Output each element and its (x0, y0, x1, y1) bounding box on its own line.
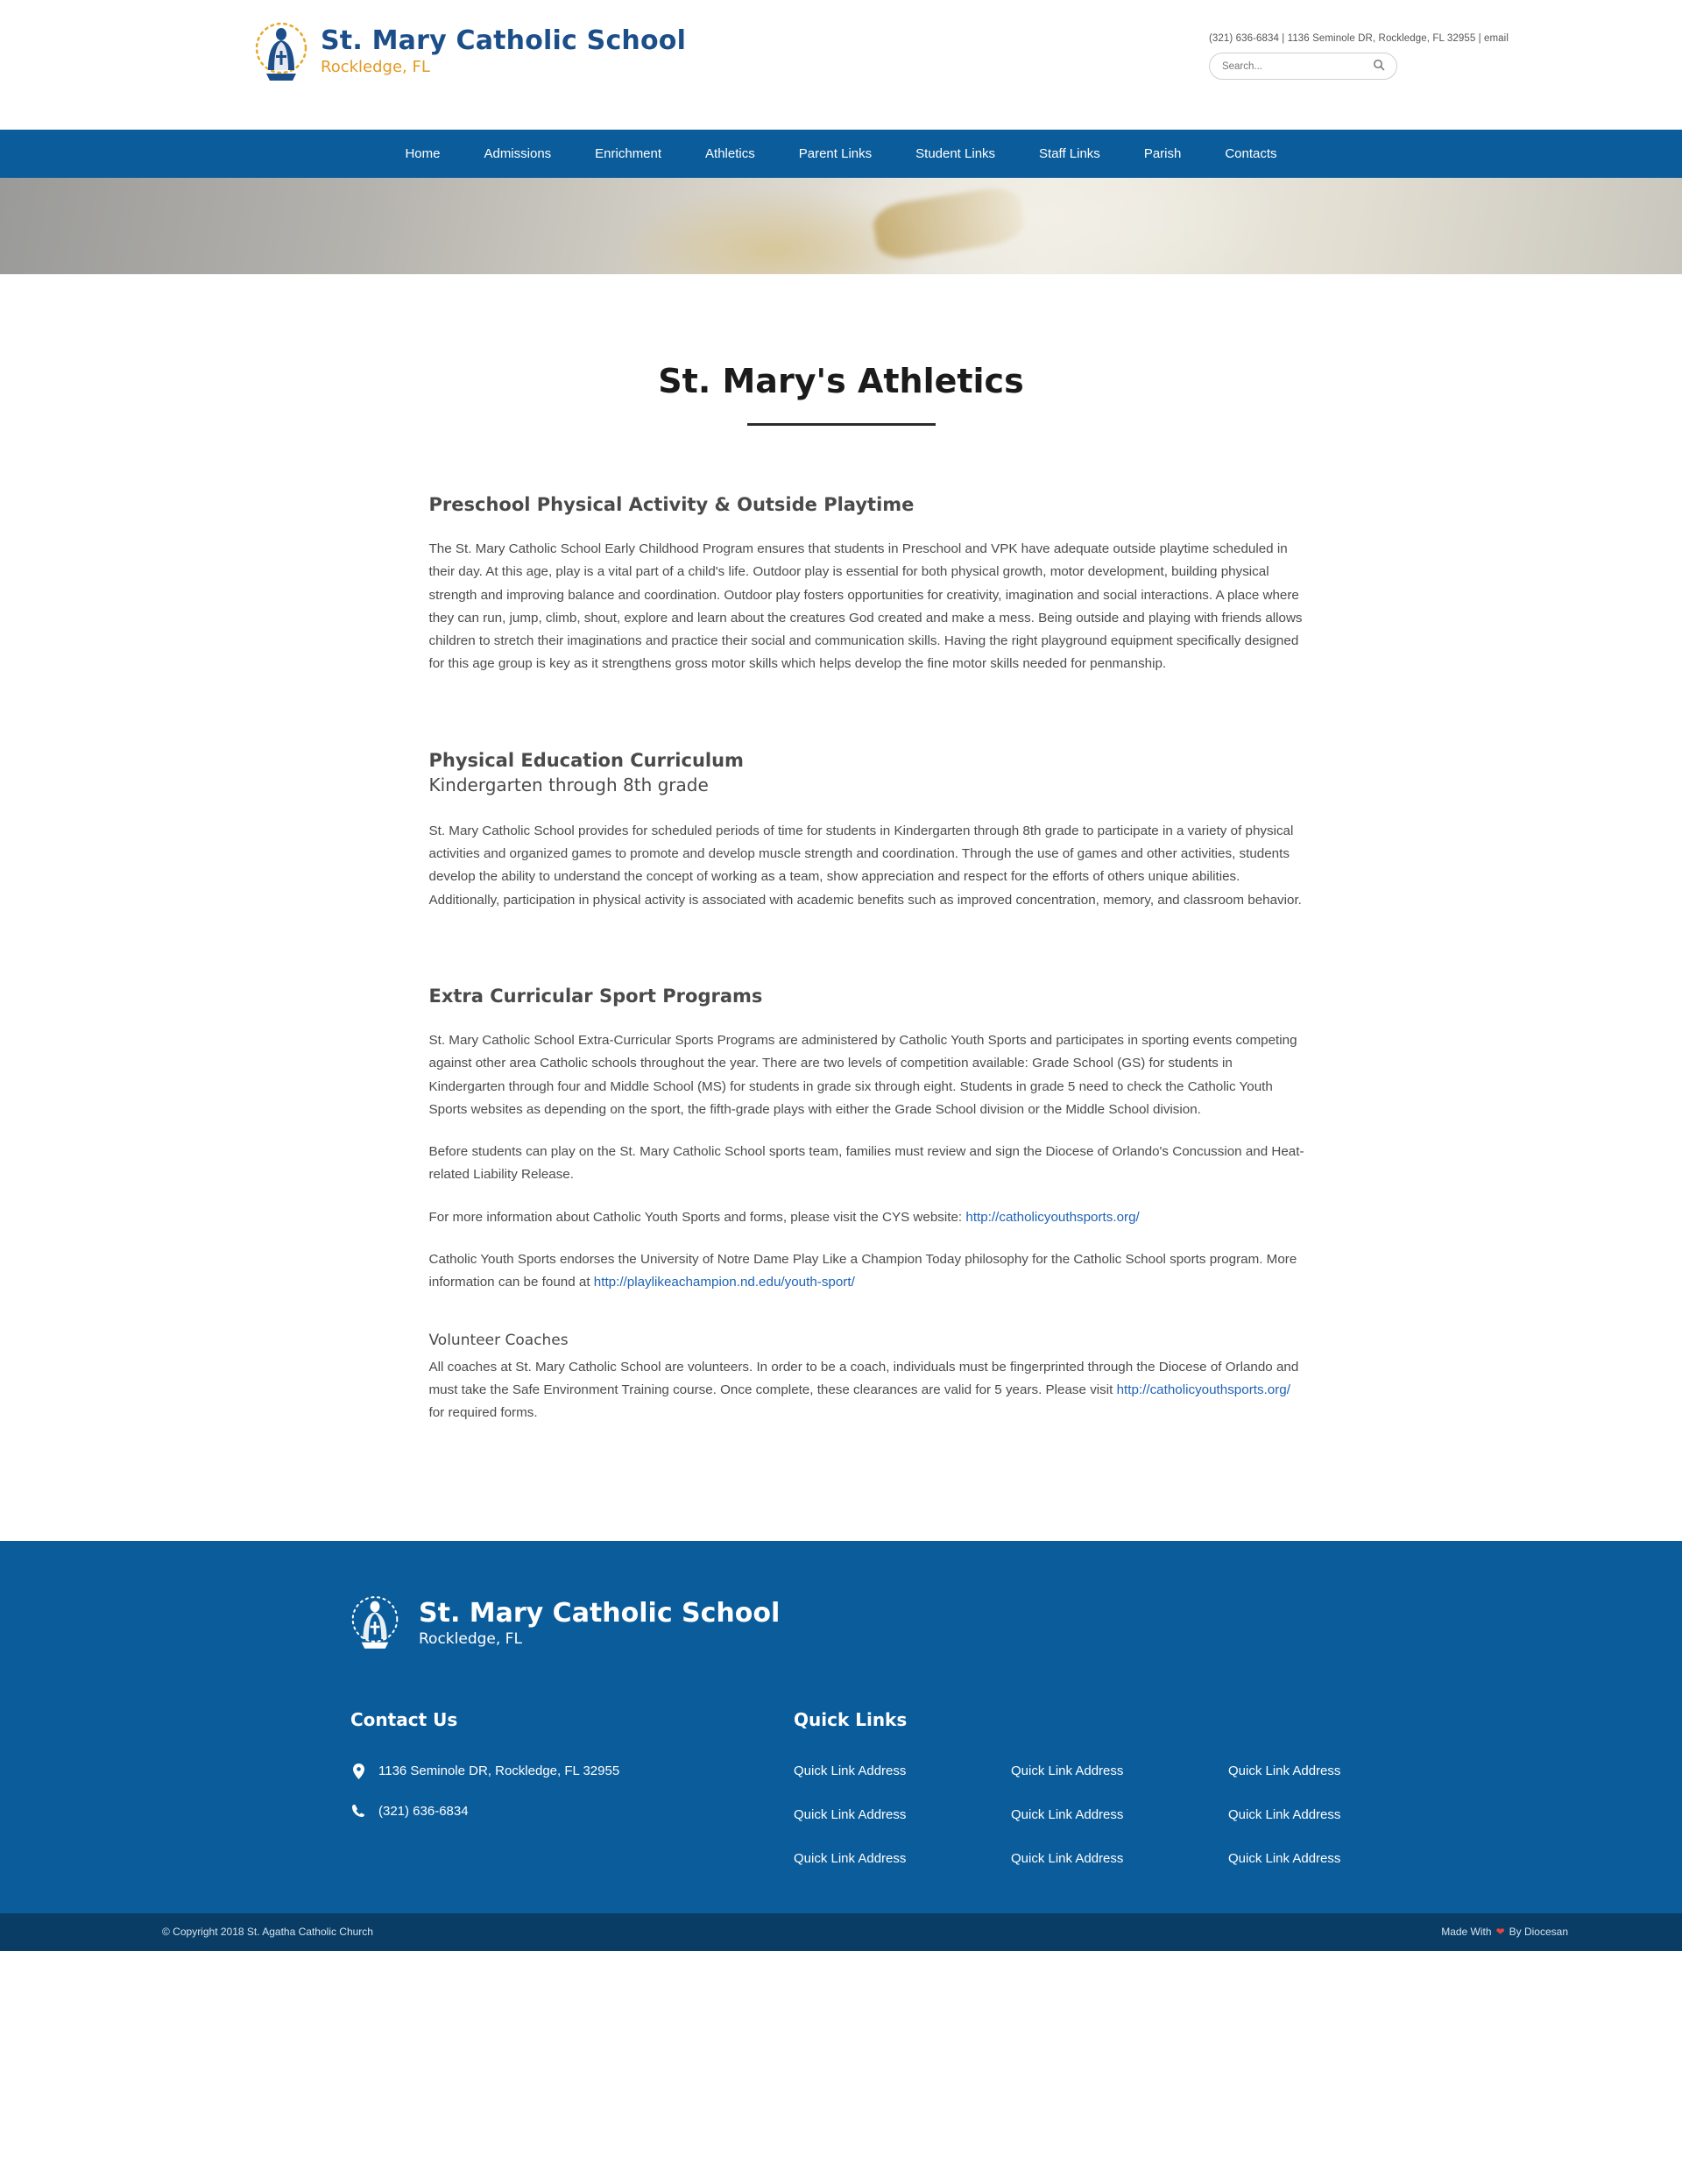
footer-brand-subtitle: Rockledge, FL (419, 1630, 522, 1649)
nav-item-parent-links[interactable]: Parent Links (798, 146, 873, 161)
section-title-volunteer-coaches: Volunteer Coaches (428, 1331, 569, 1349)
quick-link-6[interactable]: Quick Link Address (1228, 1806, 1341, 1822)
footer-logo[interactable] (350, 1592, 1445, 1657)
map-pin-icon (350, 1763, 366, 1779)
extra-paragraph-3 (429, 1206, 1308, 1229)
site-header (0, 0, 1682, 130)
section-title-extra-curricular: Extra Curricular Sport Programs (428, 985, 763, 1007)
volunteer-text-pre: All coaches at St. Mary Catholic School are volunteers. In order to be a coach, individuals must be fingerprinted through the Diocese of Orlando and must take the Safe Environment Training course. Once complete, these clearances are valid for 5 years. Please visit (428, 1359, 1299, 1397)
site-footer (0, 1541, 1682, 1913)
footer-brand-name: St. Mary Catholic School (419, 1597, 781, 1629)
search-input[interactable] (1220, 60, 1372, 73)
nav-item-student-links[interactable]: Student Links (915, 146, 996, 161)
header-utility (1209, 33, 1509, 80)
footer-phone-text: (321) 636-6834 (378, 1803, 469, 1819)
section-paragraph-pe: St. Mary Catholic School provides for scheduled periods of time for students in Kindergarten through 8th grade to participate in a variety of physical activities and organized games to promote and develop muscle strength and coordination. Through the use of games and other activities, students develop the ability to understand the concept of working as a team, show appreciation and respect for the efforts of others unique abilities. Additionally, participation in physical activity is associated with academic benefits such as improved concentration, memory, and classroom behavior. (428, 823, 1302, 908)
footer-columns (237, 1709, 1445, 1866)
quick-links-grid (794, 1763, 1445, 1866)
footer-quicklinks-column (794, 1709, 1445, 1866)
section-subtitle-pe: Kindergarten through 8th grade (428, 774, 709, 795)
heart-icon: ❤ (1495, 1926, 1505, 1939)
section-title-pe: Physical Education Curriculum (428, 749, 744, 771)
search-icon (1373, 59, 1385, 74)
quick-link-7[interactable]: Quick Link Address (794, 1850, 907, 1866)
quick-link-5[interactable]: Quick Link Address (1011, 1806, 1124, 1822)
phone-icon (350, 1804, 366, 1818)
volunteer-coaches-paragraph (429, 1356, 1308, 1425)
play-like-a-champion-link[interactable]: http://playlikeachampion.nd.edu/youth-sport/ (593, 1275, 855, 1290)
spacer (429, 696, 1308, 750)
extra-paragraph-4-text: Catholic Youth Sports endorses the University of Notre Dame Play Like a Champion Today philosophy for the Catholic School sports program. More information can be found at (428, 1252, 1297, 1290)
section-pe-curriculum (429, 750, 1308, 912)
copyright-bar (0, 1913, 1682, 1951)
quick-link-9[interactable]: Quick Link Address (1228, 1850, 1341, 1866)
page-title: St. Mary's Athletics (658, 362, 1024, 400)
copyright-text: © Copyright 2018 St. Agatha Catholic Church (162, 1926, 373, 1939)
header-contact-line[interactable]: (321) 636-6834 | 1136 Seminole DR, Rockledge, FL 32955 | email (1208, 33, 1509, 44)
extra-paragraph-2: Before students can play on the St. Mary Catholic School sports team, families must review and sign the Diocese of Orlando's Concussion and Heat-related Liability Release. (428, 1144, 1304, 1183)
extra-paragraph-4 (429, 1248, 1308, 1295)
search-box[interactable] (1209, 53, 1397, 80)
footer-quicklinks-heading: Quick Links (794, 1708, 908, 1730)
section-title-preschool: Preschool Physical Activity & Outside Playtime (428, 494, 915, 515)
section-paragraph-preschool: The St. Mary Catholic School Early Childhood Program ensures that students in Preschool and VPK have adequate outside playtime scheduled in their day. At this age, play is a vital part of a child's life. Outdoor play is essential for both physical growth, motor development, building physical strength and improving balance and coordination. Outdoor play fosters opportunities for creativity, imagination and social interactions. A place where they can run, jump, climb, shout, explore and learn about the creatures God created and make a mess. Being outside and playing with friends allows children to stretch their imaginations and practice their social and communication skills. Having the right playground equipment specifically designed for this age group is key as it strengthens gross motor skills which helps develop the fine motor skills needed for penmanship. (428, 541, 1303, 672)
brand-name: St. Mary Catholic School (321, 25, 687, 56)
quick-link-3[interactable]: Quick Link Address (1228, 1763, 1341, 1778)
site-logo[interactable] (254, 19, 686, 84)
main-content (0, 274, 1682, 1541)
made-by-label[interactable]: By Diocesan (1509, 1926, 1568, 1939)
volunteer-text-post: for required forms. (428, 1405, 538, 1421)
extra-paragraph-3-text: For more information about Catholic Youth Sports and forms, please visit the CYS website: (428, 1209, 966, 1225)
hero-banner-image (0, 178, 1682, 274)
footer-phone-row[interactable] (350, 1804, 794, 1819)
nav-list (383, 130, 1298, 178)
nav-item-athletics[interactable]: Athletics (705, 146, 755, 161)
footer-contact-column (350, 1709, 794, 1866)
footer-madonna-logo-icon (350, 1592, 405, 1657)
section-volunteer-coaches (429, 1332, 1308, 1425)
nav-item-enrichment[interactable]: Enrichment (595, 146, 662, 161)
cys-website-link[interactable]: http://catholicyouthsports.org/ (965, 1209, 1140, 1225)
quick-link-8[interactable]: Quick Link Address (1011, 1850, 1124, 1866)
search-button[interactable] (1372, 60, 1386, 74)
section-preschool-activity (429, 494, 1308, 676)
quick-link-4[interactable]: Quick Link Address (794, 1806, 907, 1822)
extra-paragraph-1: St. Mary Catholic School Extra-Curricular Sports Programs are administered by Catholic Youth Sports and participates in sporting events competing against other area Catholic schools throughout the year. There are two levels of competition available: Grade School (GS) for students in Kindergarten through four and Middle School (MS) for students in grade six through eight. Students in grade 5 need to check the Catholic Youth Sports websites as depending on the sport, the fifth-grade plays with either the Grade School division or the Middle School division. (428, 1032, 1297, 1117)
madonna-logo-icon (254, 19, 308, 84)
nav-item-home[interactable]: Home (405, 146, 441, 161)
main-navigation (0, 130, 1682, 178)
content-body (375, 426, 1308, 1425)
spacer (429, 1314, 1308, 1332)
nav-item-contacts[interactable]: Contacts (1225, 146, 1277, 161)
spacer (429, 931, 1308, 986)
footer-contact-heading: Contact Us (350, 1708, 458, 1730)
brand-subtitle: Rockledge, FL (321, 58, 430, 76)
volunteer-forms-link[interactable]: http://catholicyouthsports.org/ (1116, 1382, 1290, 1397)
made-with-label: Made With (1441, 1926, 1492, 1939)
hero-decoration (871, 184, 1027, 263)
nav-item-staff-links[interactable]: Staff Links (1039, 146, 1100, 161)
footer-address-text: 1136 Seminole DR, Rockledge, FL 32955 (378, 1763, 620, 1779)
section-extra-curricular (429, 986, 1308, 1295)
quick-link-2[interactable]: Quick Link Address (1011, 1763, 1124, 1778)
nav-item-parish[interactable]: Parish (1143, 146, 1182, 161)
nav-item-admissions[interactable]: Admissions (484, 146, 552, 161)
quick-link-1[interactable]: Quick Link Address (794, 1763, 907, 1778)
footer-address-row[interactable] (350, 1763, 794, 1779)
made-with-credit (1441, 1926, 1568, 1938)
